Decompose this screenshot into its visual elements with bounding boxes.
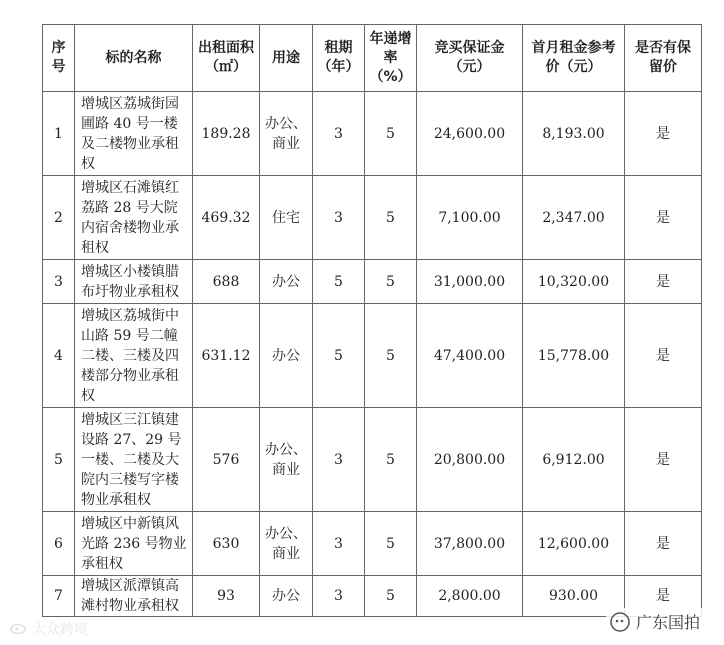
table-row (43, 260, 702, 304)
table-body (43, 92, 702, 617)
cell-seq: 6 (43, 512, 75, 576)
cell-usage: 办公、商业 (260, 512, 313, 576)
cell-area: 630 (193, 512, 260, 576)
header-increase-rate: 年递增率（%） (365, 25, 417, 92)
watermark-right-text: 广东国拍 (635, 613, 700, 632)
cell-name: 增城区荔城街中山路 59 号二幢二楼、三楼及四楼部分物业承租权 (75, 304, 193, 408)
cell-deposit: 37,800.00 (417, 512, 523, 576)
cell-increase-rate: 5 (365, 260, 417, 304)
cell-seq: 4 (43, 304, 75, 408)
watermark-right (606, 608, 704, 635)
table-row (43, 408, 702, 512)
table-row (43, 512, 702, 576)
cell-increase-rate: 5 (365, 512, 417, 576)
header-seq: 序号 (43, 25, 75, 92)
cell-reserve-price: 是 (625, 92, 702, 176)
cell-seq: 5 (43, 408, 75, 512)
cell-first-month-rent: 2,347.00 (523, 176, 625, 260)
cell-deposit: 47,400.00 (417, 304, 523, 408)
cell-area: 189.28 (193, 92, 260, 176)
cell-first-month-rent: 15,778.00 (523, 304, 625, 408)
cell-increase-rate: 5 (365, 176, 417, 260)
cell-usage: 办公 (260, 304, 313, 408)
cell-area: 469.32 (193, 176, 260, 260)
property-lease-table (42, 24, 702, 617)
cell-deposit: 2,800.00 (417, 576, 523, 617)
cell-reserve-price: 是 (625, 512, 702, 576)
cell-usage: 住宅 (260, 176, 313, 260)
cell-term: 5 (313, 260, 365, 304)
header-usage: 用途 (260, 25, 313, 92)
cell-deposit: 7,100.00 (417, 176, 523, 260)
cell-first-month-rent: 6,912.00 (523, 408, 625, 512)
cell-term: 3 (313, 576, 365, 617)
cell-deposit: 24,600.00 (417, 92, 523, 176)
table-row (43, 576, 702, 617)
cell-reserve-price: 是 (625, 408, 702, 512)
cell-usage: 办公 (260, 260, 313, 304)
cell-term: 5 (313, 304, 365, 408)
header-row (43, 25, 702, 92)
cell-usage: 办公 (260, 576, 313, 617)
cell-name: 增城区三江镇建设路 27、29 号一楼、二楼及大院内三楼写字楼物业承租权 (75, 408, 193, 512)
cell-term: 3 (313, 92, 365, 176)
cell-reserve-price: 是 (625, 304, 702, 408)
header-reserve-price: 是否有保留价 (625, 25, 702, 92)
wechat-icon (610, 612, 630, 632)
cell-reserve-price: 是 (625, 576, 702, 617)
weibo-icon (10, 620, 28, 638)
cell-seq: 1 (43, 92, 75, 176)
cell-usage: 办公、商业 (260, 92, 313, 176)
watermark-left (10, 619, 88, 639)
cell-area: 93 (193, 576, 260, 617)
cell-term: 3 (313, 176, 365, 260)
cell-usage: 办公、商业 (260, 408, 313, 512)
cell-first-month-rent: 930.00 (523, 576, 625, 617)
cell-seq: 7 (43, 576, 75, 617)
cell-deposit: 20,800.00 (417, 408, 523, 512)
header-name: 标的名称 (75, 25, 193, 92)
cell-increase-rate: 5 (365, 576, 417, 617)
cell-name: 增城区荔城街园圃路 40 号一楼及二楼物业承租权 (75, 92, 193, 176)
header-first-month-rent: 首月租金参考价（元） (523, 25, 625, 92)
header-area: 出租面积（㎡） (193, 25, 260, 92)
header-term: 租期（年） (313, 25, 365, 92)
header-deposit: 竞买保证金（元） (417, 25, 523, 92)
cell-seq: 2 (43, 176, 75, 260)
cell-area: 631.12 (193, 304, 260, 408)
cell-name: 增城区中新镇风光路 236 号物业承租权 (75, 512, 193, 576)
cell-area: 688 (193, 260, 260, 304)
table-row (43, 176, 702, 260)
cell-term: 3 (313, 408, 365, 512)
watermark-left-text: 大众跨境 (32, 622, 88, 638)
cell-seq: 3 (43, 260, 75, 304)
cell-deposit: 31,000.00 (417, 260, 523, 304)
cell-reserve-price: 是 (625, 176, 702, 260)
cell-reserve-price: 是 (625, 260, 702, 304)
table-row (43, 92, 702, 176)
cell-area: 576 (193, 408, 260, 512)
cell-increase-rate: 5 (365, 408, 417, 512)
cell-name: 增城区石滩镇红荔路 28 号大院内宿舍楼物业承租权 (75, 176, 193, 260)
cell-first-month-rent: 10,320.00 (523, 260, 625, 304)
cell-increase-rate: 5 (365, 92, 417, 176)
table-header (43, 25, 702, 92)
cell-term: 3 (313, 512, 365, 576)
cell-name: 增城区小楼镇腊布圩物业承租权 (75, 260, 193, 304)
cell-increase-rate: 5 (365, 304, 417, 408)
cell-first-month-rent: 12,600.00 (523, 512, 625, 576)
cell-name: 增城区派潭镇高滩村物业承租权 (75, 576, 193, 617)
table-row (43, 304, 702, 408)
cell-first-month-rent: 8,193.00 (523, 92, 625, 176)
